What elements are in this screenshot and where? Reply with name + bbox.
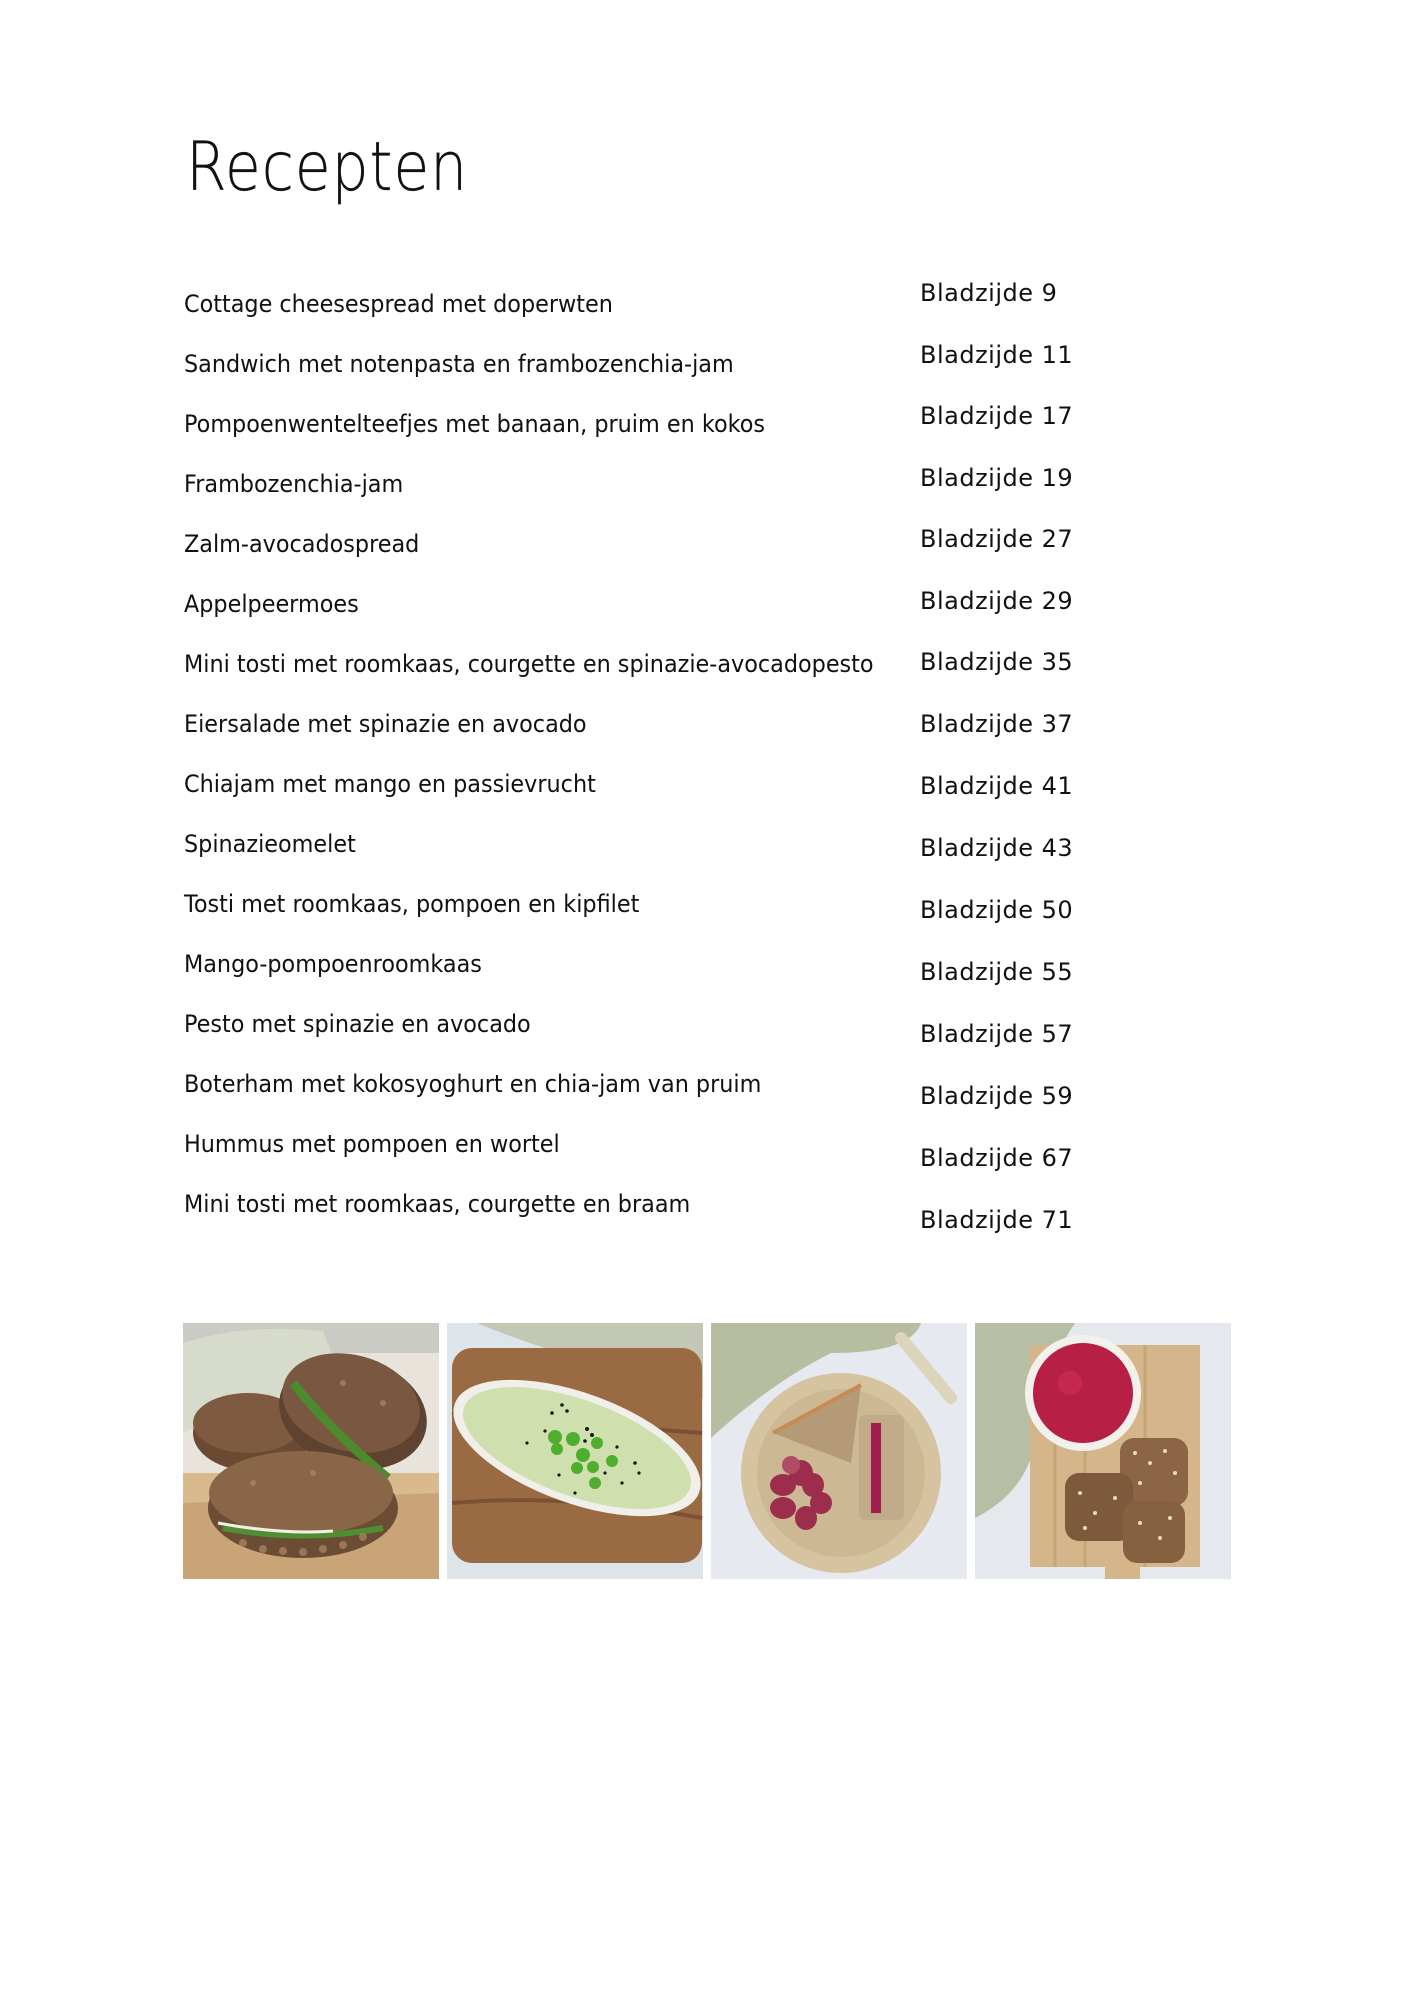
- photo-pea-spread: [447, 1323, 703, 1579]
- recipe-title: Sandwich met notenpasta en frambozenchia-jam: [184, 350, 734, 378]
- jam-rolls-photo-image: [975, 1323, 1231, 1579]
- photo-sandwiches: [183, 1323, 439, 1579]
- recipe-title: Frambozenchia-jam: [184, 470, 404, 498]
- toc-row[interactable]: [184, 1062, 1234, 1110]
- recipe-title: Pompoenwentelteefjes met banaan, pruim en kokos: [184, 410, 766, 438]
- toc-row[interactable]: [184, 642, 1234, 682]
- toc-row[interactable]: [184, 342, 1234, 382]
- recipe-title: Tosti met roomkaas, pompoen en kipfilet: [184, 890, 640, 918]
- toc-row[interactable]: [184, 702, 1234, 742]
- toc-row[interactable]: [184, 402, 1234, 442]
- toc-row[interactable]: [184, 522, 1234, 562]
- recipe-title: Mini tosti met roomkaas, courgette en spinazie-avocadopesto: [184, 650, 874, 678]
- recipe-title: Chiajam met mango en passievrucht: [184, 770, 596, 798]
- toc-row[interactable]: [184, 1002, 1234, 1048]
- toc-row[interactable]: [184, 462, 1234, 502]
- recipe-title: Mini tosti met roomkaas, courgette en braam: [184, 1190, 691, 1218]
- page-number: Bladzijde 37: [920, 710, 1074, 738]
- toc-row[interactable]: [184, 822, 1234, 862]
- recipe-title: Pesto met spinazie en avocado: [184, 1010, 531, 1038]
- sandwich-grapes-photo-image: [711, 1323, 967, 1579]
- page-number: Bladzijde 71: [920, 1206, 1074, 1234]
- recipe-title: Eiersalade met spinazie en avocado: [184, 710, 587, 738]
- toc-row[interactable]: [184, 279, 1234, 322]
- page-number: Bladzijde 27: [920, 525, 1074, 553]
- toc-row[interactable]: [184, 1182, 1234, 1234]
- pea-spread-photo-image: [447, 1323, 703, 1579]
- page-number: Bladzijde 59: [920, 1082, 1074, 1110]
- toc-row[interactable]: [184, 582, 1234, 622]
- photo-jam-rolls: [975, 1323, 1231, 1579]
- page-number: Bladzijde 9: [920, 279, 1058, 307]
- recipe-title: Cottage cheesespread met doperwten: [184, 290, 613, 318]
- toc-row[interactable]: [184, 942, 1234, 986]
- page-number: Bladzijde 67: [920, 1144, 1074, 1172]
- page-number: Bladzijde 19: [920, 464, 1074, 492]
- page-number: Bladzijde 57: [920, 1020, 1074, 1048]
- sandwich-photo-image: [183, 1323, 439, 1579]
- page-number: Bladzijde 41: [920, 772, 1074, 800]
- toc-row[interactable]: [184, 1122, 1234, 1172]
- recipe-title: Hummus met pompoen en wortel: [184, 1130, 560, 1158]
- page-number: Bladzijde 55: [920, 958, 1074, 986]
- recipe-title: Mango-pompoenroomkaas: [184, 950, 482, 978]
- photo-strip: [183, 1323, 1231, 1579]
- recipe-title: Spinazieomelet: [184, 830, 356, 858]
- page-number: Bladzijde 50: [920, 896, 1074, 924]
- page-number: Bladzijde 35: [920, 648, 1074, 676]
- toc-row[interactable]: [184, 882, 1234, 922]
- recipe-title: Appelpeermoes: [184, 590, 359, 618]
- page-number: Bladzijde 29: [920, 587, 1074, 615]
- recipe-title: Boterham met kokosyoghurt en chia-jam van pruim: [184, 1070, 762, 1098]
- page-number: Bladzijde 11: [920, 341, 1074, 369]
- photo-sandwich-grapes: [711, 1323, 967, 1579]
- page-number: Bladzijde 17: [920, 402, 1074, 430]
- recipe-title: Zalm-avocadospread: [184, 530, 420, 558]
- page-number: Bladzijde 43: [920, 834, 1074, 862]
- page-title: Recepten: [186, 128, 469, 207]
- toc-row[interactable]: [184, 762, 1234, 802]
